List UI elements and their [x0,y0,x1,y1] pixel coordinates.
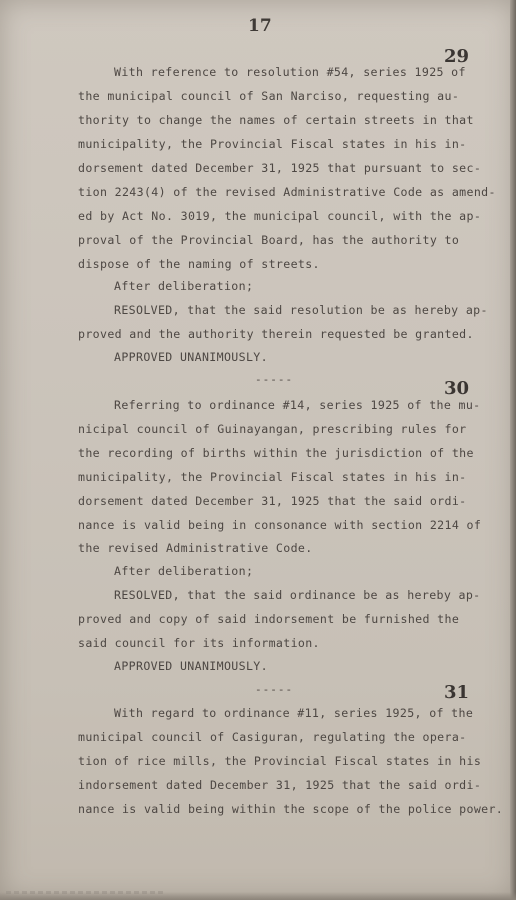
entry-number-29: 29 [444,46,470,67]
text-line: the recording of births within the jurisdiction of the [78,446,474,460]
text-line: Referring to ordinance #14, series 1925 of the mu- [114,398,481,412]
page-number: 17 [248,16,272,36]
text-line: tion 2243(4) of the revised Administrative Code as amend- [78,185,496,199]
page-edge-shadow [510,0,516,900]
text-line: tion of rice mills, the Provincial Fiscal states in his [78,754,482,768]
text-line: ed by Act No. 3019, the municipal council, with the ap- [78,209,482,223]
text-line: nance is valid being in consonance with section 2214 of [78,518,482,532]
entry-number-30: 30 [444,378,470,399]
text-line: the revised Administrative Code. [78,541,313,555]
text-line: APPROVED UNANIMOUSLY. [114,350,268,364]
text-line: municipal council of Casiguran, regulating the opera- [78,730,467,744]
text-line: municipality, the Provincial Fiscal states in his in- [78,470,467,484]
section-divider: ----- [255,373,294,386]
text-line: RESOLVED, that the said ordinance be as hereby ap- [114,588,481,602]
entry-number-31: 31 [444,682,470,703]
text-line: thority to change the names of certain streets in that [78,113,474,127]
page-bottom-shadow [0,892,516,900]
text-line: said council for its information. [78,636,320,650]
text-line: dorsement dated December 31, 1925 that pursuant to sec- [78,161,482,175]
text-line: dorsement dated December 31, 1925 that the said ordi- [78,494,467,508]
text-line: proved and the authority therein requested be granted. [78,327,474,341]
text-line: municipality, the Provincial Fiscal states in his in- [78,137,467,151]
text-line: dispose of the naming of streets. [78,257,320,271]
text-line: With reference to resolution #54, series 1925 of [114,65,466,79]
text-line: With regard to ordinance #11, series 1925, of the [114,706,474,720]
text-line: the municipal council of San Narciso, requesting au- [78,89,460,103]
text-line: After deliberation; [114,279,254,293]
text-line: nance is valid being within the scope of the police power. [78,802,504,816]
text-line: indorsement dated December 31, 1925 that the said ordi- [78,778,482,792]
text-line: nicipal council of Guinayangan, prescribing rules for [78,422,467,436]
text-line: proval of the Provincial Board, has the authority to [78,233,460,247]
text-line: proved and copy of said indorsement be furnished the [78,612,460,626]
text-line: RESOLVED, that the said resolution be as hereby ap- [114,303,488,317]
section-divider: ----- [255,683,294,696]
text-line: After deliberation; [114,564,254,578]
text-line: APPROVED UNANIMOUSLY. [114,659,268,673]
